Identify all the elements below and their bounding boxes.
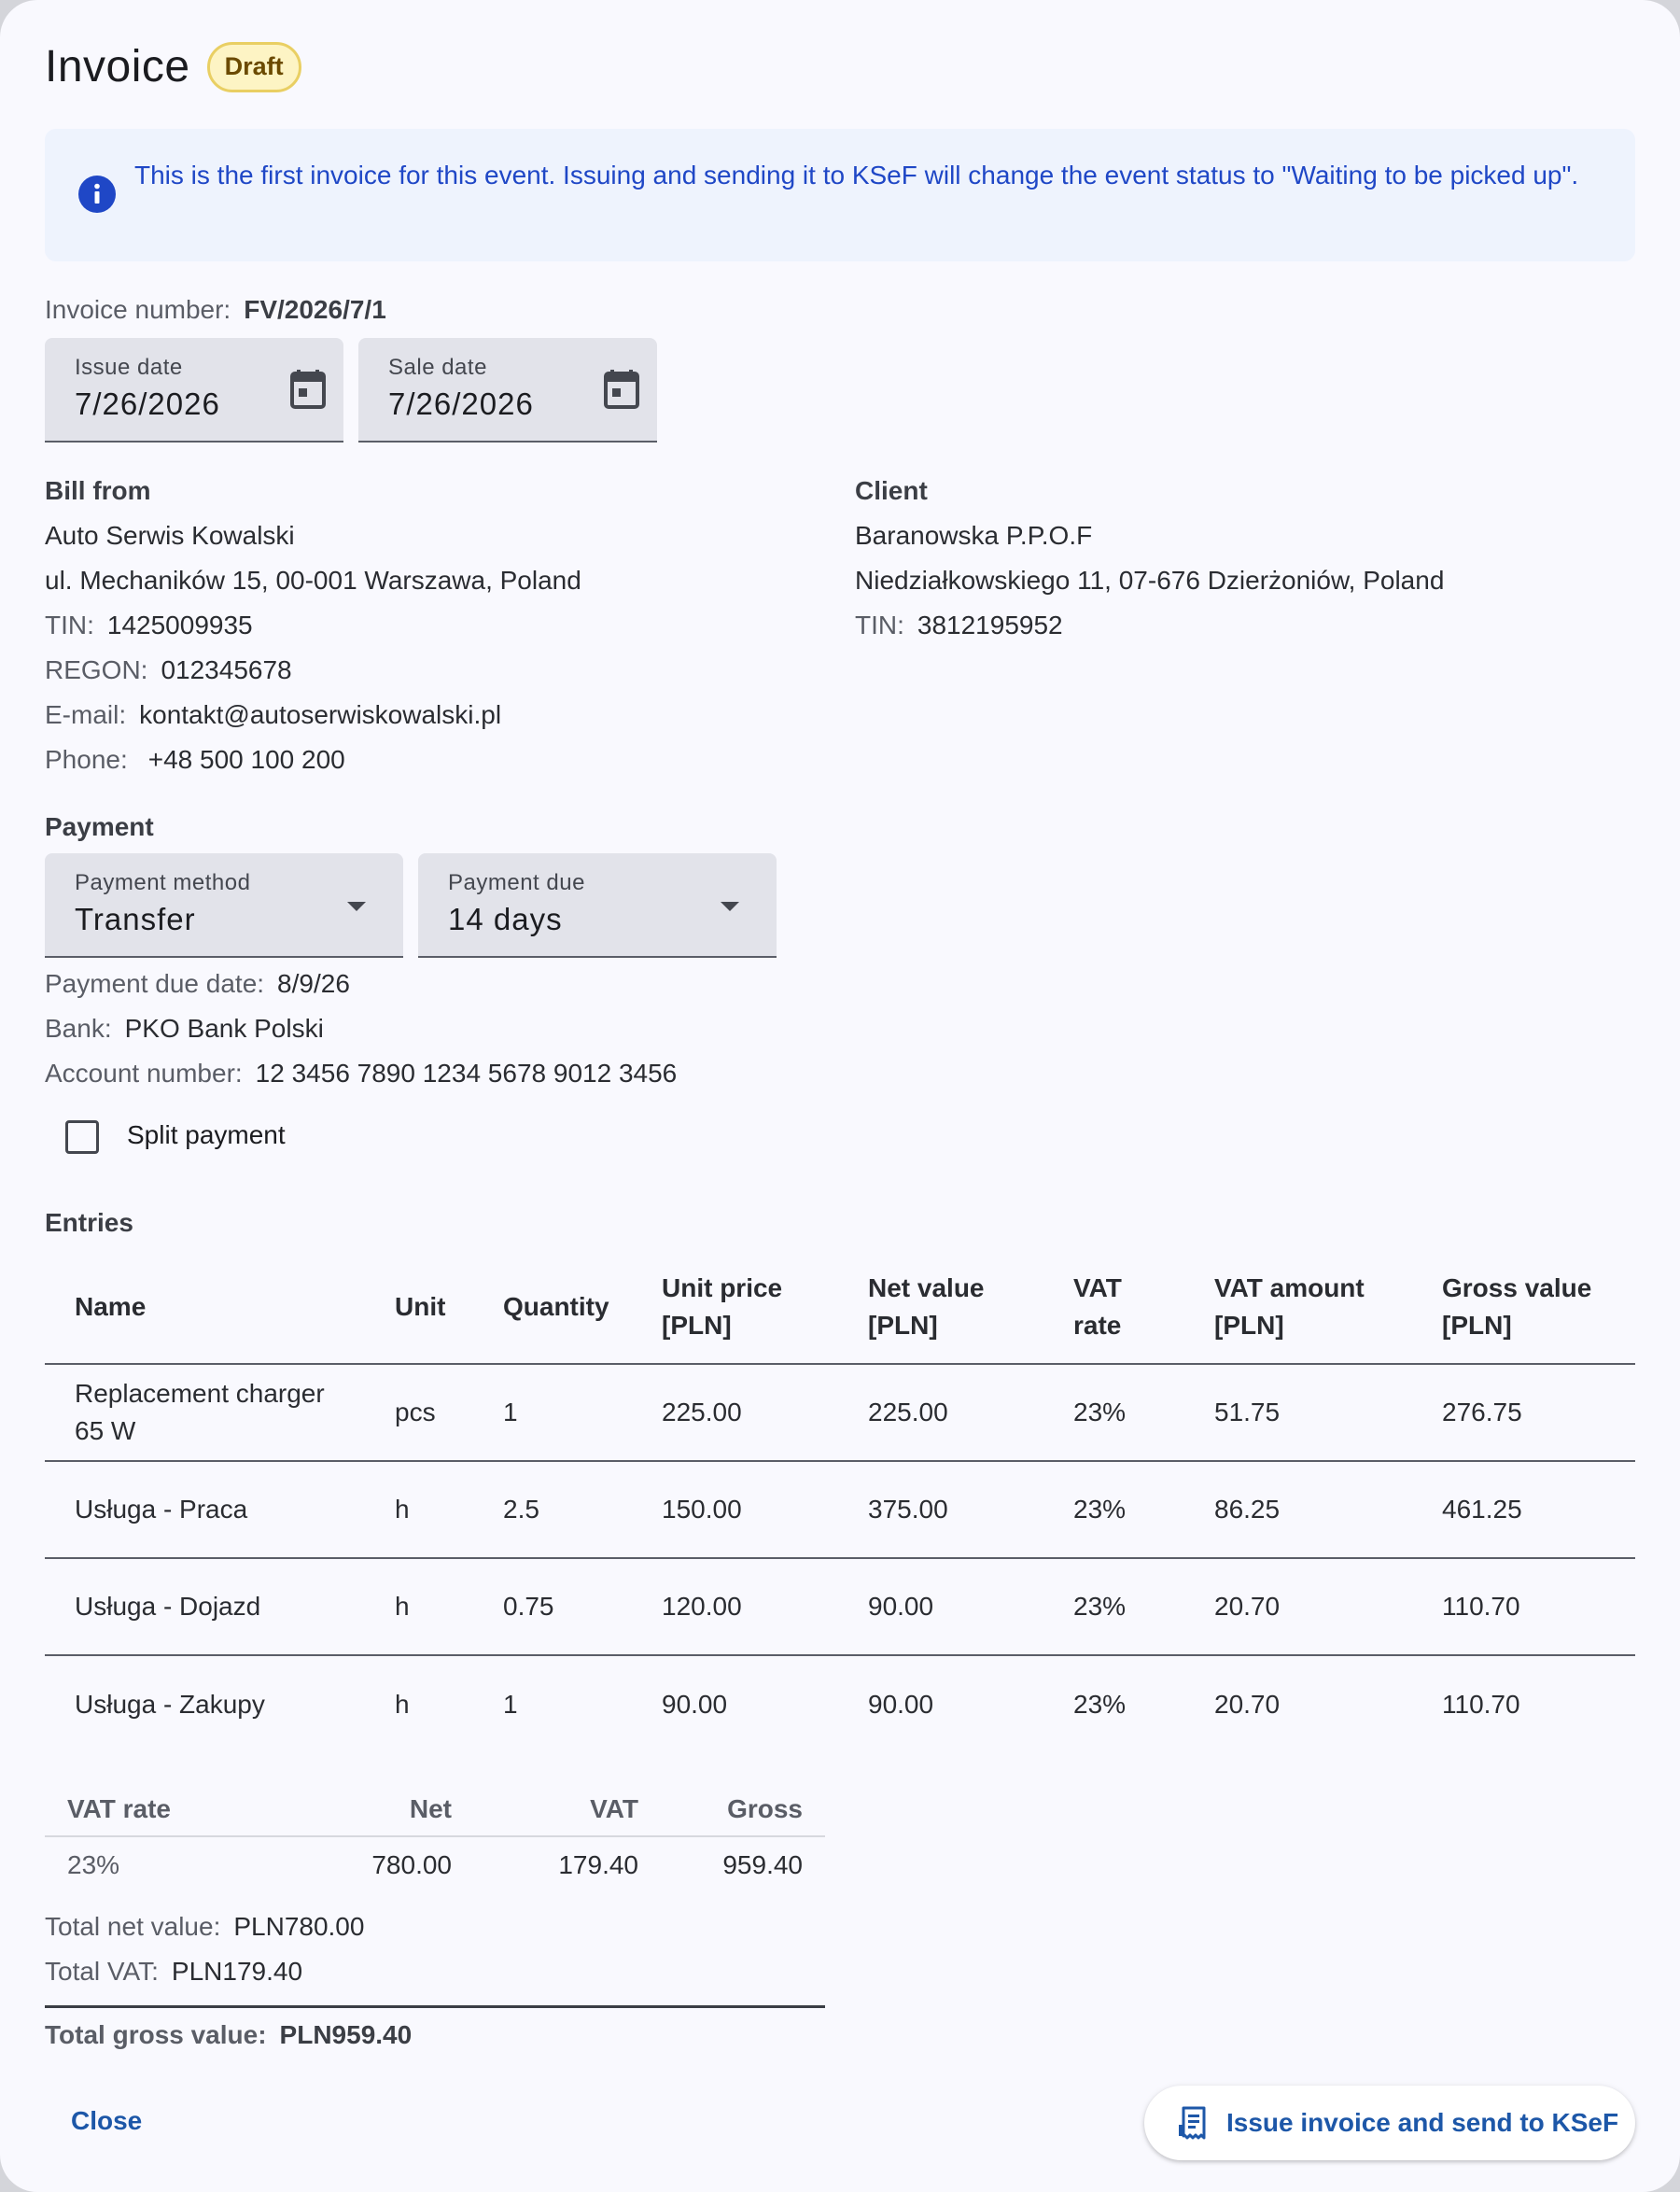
- account-number: [45, 1059, 677, 1089]
- entry-gross-value: 276.75: [1442, 1364, 1635, 1461]
- column-header: VAT rate: [45, 1785, 287, 1836]
- regon-value: 012345678: [161, 655, 292, 684]
- total-net-value: PLN780.00: [233, 1912, 365, 1941]
- entry-unit-price: 90.00: [662, 1690, 728, 1719]
- entry-vat-amount: 20.70: [1214, 1690, 1281, 1719]
- entry-gross-value: 110.70: [1442, 1690, 1520, 1719]
- account-label: Account number:: [45, 1059, 243, 1088]
- invoice-number-value: FV/2026/7/1: [244, 295, 386, 324]
- issue-date-label: Issue date: [75, 355, 183, 380]
- entry-unit: h: [395, 1690, 410, 1719]
- bill-from-regon: [45, 655, 292, 685]
- split-payment-label[interactable]: Split payment: [127, 1120, 286, 1149]
- total-gross: [45, 2020, 412, 2050]
- entry-net-value: 225.00: [868, 1364, 1073, 1461]
- entry-vat-rate: 23%: [1073, 1690, 1127, 1719]
- column-header: Unit: [395, 1251, 503, 1364]
- info-message: This is the first invoice for this event. Issuing and sending it to KSeF will change the event status to "Waiting to be picked up".: [134, 161, 1579, 190]
- issue-invoice-label: Issue invoice and send to KSeF: [1226, 2108, 1619, 2137]
- due-date-label: Payment due date:: [45, 969, 265, 998]
- entry-vat-amount: 51.75: [1214, 1364, 1442, 1461]
- entry-unit-price: 150.00: [662, 1461, 868, 1558]
- client-heading: Client: [855, 476, 928, 505]
- payment-due-date: [45, 969, 350, 999]
- close-button[interactable]: Close: [71, 2106, 143, 2135]
- entry-unit-price: 225.00: [662, 1364, 868, 1461]
- tin-label: TIN:: [855, 611, 904, 639]
- bank-label: Bank:: [45, 1014, 112, 1043]
- sale-date-label: Sale date: [388, 355, 487, 380]
- entry-vat-rate: 23%: [1073, 1364, 1214, 1461]
- entry-vat-amount: 86.25: [1214, 1461, 1442, 1558]
- entry-vat-rate: 23%: [1073, 1558, 1214, 1655]
- info-icon: [78, 176, 116, 213]
- tin-value: 1425009935: [106, 611, 253, 639]
- status-badge: Draft: [207, 42, 301, 92]
- entry-unit: h: [395, 1558, 503, 1655]
- payment-method-select[interactable]: [45, 853, 403, 958]
- bank: [45, 1014, 324, 1044]
- column-header: Quantity: [503, 1251, 662, 1364]
- column-header: VAT rate: [1073, 1251, 1214, 1364]
- client-tin: [855, 611, 1063, 640]
- column-header: Unit price [PLN]: [662, 1251, 868, 1364]
- net-cell: 780.00: [371, 1850, 452, 1879]
- bill-from-name: Auto Serwis Kowalski: [45, 521, 295, 550]
- vat-cell: 179.40: [558, 1850, 638, 1879]
- dropdown-arrow-icon: [347, 902, 366, 911]
- calendar-icon[interactable]: [603, 368, 640, 409]
- dialog-title: Invoice: [45, 42, 190, 91]
- email-value: kontakt@autoserwiskowalski.pl: [139, 700, 502, 729]
- payment-method-value: Transfer: [75, 902, 196, 936]
- tin-label: TIN:: [45, 611, 94, 639]
- payment-method-label: Payment method: [75, 870, 251, 895]
- entry-net-value: 375.00: [868, 1461, 1073, 1558]
- column-header: Net value [PLN]: [868, 1251, 1073, 1364]
- bank-value: PKO Bank Polski: [124, 1014, 324, 1043]
- column-header: Gross: [661, 1785, 825, 1836]
- payment-due-value: 14 days: [448, 902, 563, 936]
- payment-due-label: Payment due: [448, 870, 585, 895]
- entry-name: Usługa - Zakupy: [75, 1690, 265, 1719]
- split-payment-checkbox[interactable]: [65, 1120, 99, 1154]
- regon-label: REGON:: [45, 655, 148, 684]
- bill-from-tin: [45, 611, 253, 640]
- entry-net-value: 90.00: [868, 1690, 934, 1719]
- gross-cell: 959.40: [722, 1850, 803, 1879]
- dialog-header: [45, 41, 301, 92]
- table-row: [45, 1558, 1635, 1655]
- bill-from-email: [45, 700, 501, 730]
- tin-value: 3812195952: [917, 611, 1063, 639]
- bill-from-heading: Bill from: [45, 476, 151, 505]
- entry-name: Replacement charger 65 W: [45, 1364, 395, 1461]
- bill-from-phone: [45, 745, 345, 775]
- client-name: Baranowska P.P.O.F: [855, 521, 1093, 550]
- table-row: [45, 1461, 1635, 1558]
- email-label: E-mail:: [45, 700, 127, 729]
- total-vat-value: PLN179.40: [171, 1957, 303, 1986]
- sale-date-value: 7/26/2026: [388, 386, 534, 421]
- receipt-icon: [1178, 2106, 1208, 2140]
- entry-gross-value: 110.70: [1442, 1558, 1635, 1655]
- column-header: Gross value [PLN]: [1442, 1251, 1635, 1364]
- issue-invoice-button[interactable]: [1144, 2086, 1635, 2160]
- bill-from-address: ul. Mechaników 15, 00-001 Warszawa, Poland: [45, 566, 581, 595]
- issue-date-value: 7/26/2026: [75, 386, 220, 421]
- entry-name: Usługa - Praca: [45, 1461, 395, 1558]
- sale-date-field[interactable]: [358, 338, 657, 443]
- invoice-number: [45, 295, 386, 325]
- entry-vat-amount: 20.70: [1214, 1558, 1442, 1655]
- table-row: [45, 1655, 1635, 1753]
- entries-heading: Entries: [45, 1208, 133, 1237]
- calendar-icon[interactable]: [289, 368, 327, 409]
- phone-value: +48 500 100 200: [147, 745, 345, 774]
- entry-net-value: 90.00: [868, 1558, 1073, 1655]
- entry-unit: h: [395, 1461, 503, 1558]
- total-vat: [45, 1957, 302, 1987]
- vat-summary-table: [45, 1785, 825, 1890]
- column-header: Net: [287, 1785, 474, 1836]
- table-header-row: [45, 1251, 1635, 1364]
- entry-quantity: 1: [503, 1364, 662, 1461]
- entry-quantity: 2.5: [503, 1461, 662, 1558]
- account-value: 12 3456 7890 1234 5678 9012 3456: [255, 1059, 678, 1088]
- vat-summary-row: [45, 1836, 825, 1890]
- client-address: Niedziałkowskiego 11, 07-676 Dzierżoniów, Poland: [855, 566, 1445, 595]
- due-date-value: 8/9/26: [277, 969, 350, 998]
- entry-unit: pcs: [395, 1364, 503, 1461]
- entry-quantity: 0.75: [503, 1558, 662, 1655]
- total-gross-label: Total gross value:: [45, 2020, 267, 2049]
- total-vat-label: Total VAT:: [45, 1957, 159, 1986]
- issue-date-field[interactable]: [45, 338, 343, 443]
- column-header: Name: [45, 1251, 395, 1364]
- table-row: [45, 1364, 1635, 1461]
- payment-heading: Payment: [45, 812, 154, 841]
- payment-due-select[interactable]: [418, 853, 777, 958]
- entry-gross-value: 461.25: [1442, 1461, 1635, 1558]
- column-header: VAT amount [PLN]: [1214, 1251, 1442, 1364]
- column-header: VAT: [474, 1785, 661, 1836]
- entry-quantity: 1: [503, 1690, 518, 1719]
- phone-label: Phone:: [45, 745, 128, 774]
- entry-name: Usługa - Dojazd: [45, 1558, 395, 1655]
- total-gross-value: PLN959.40: [279, 2020, 413, 2049]
- invoice-number-label: Invoice number:: [45, 295, 231, 324]
- totals-divider: [45, 2005, 825, 2008]
- total-net-label: Total net value:: [45, 1912, 221, 1941]
- entry-unit-price: 120.00: [662, 1558, 868, 1655]
- entry-vat-rate: 23%: [1073, 1461, 1214, 1558]
- vat-summary-header: [45, 1785, 825, 1836]
- total-net: [45, 1912, 364, 1942]
- vat-rate-cell: 23%: [67, 1850, 120, 1879]
- info-banner: [45, 129, 1635, 261]
- entries-table: [45, 1251, 1635, 1753]
- dropdown-arrow-icon: [721, 902, 739, 911]
